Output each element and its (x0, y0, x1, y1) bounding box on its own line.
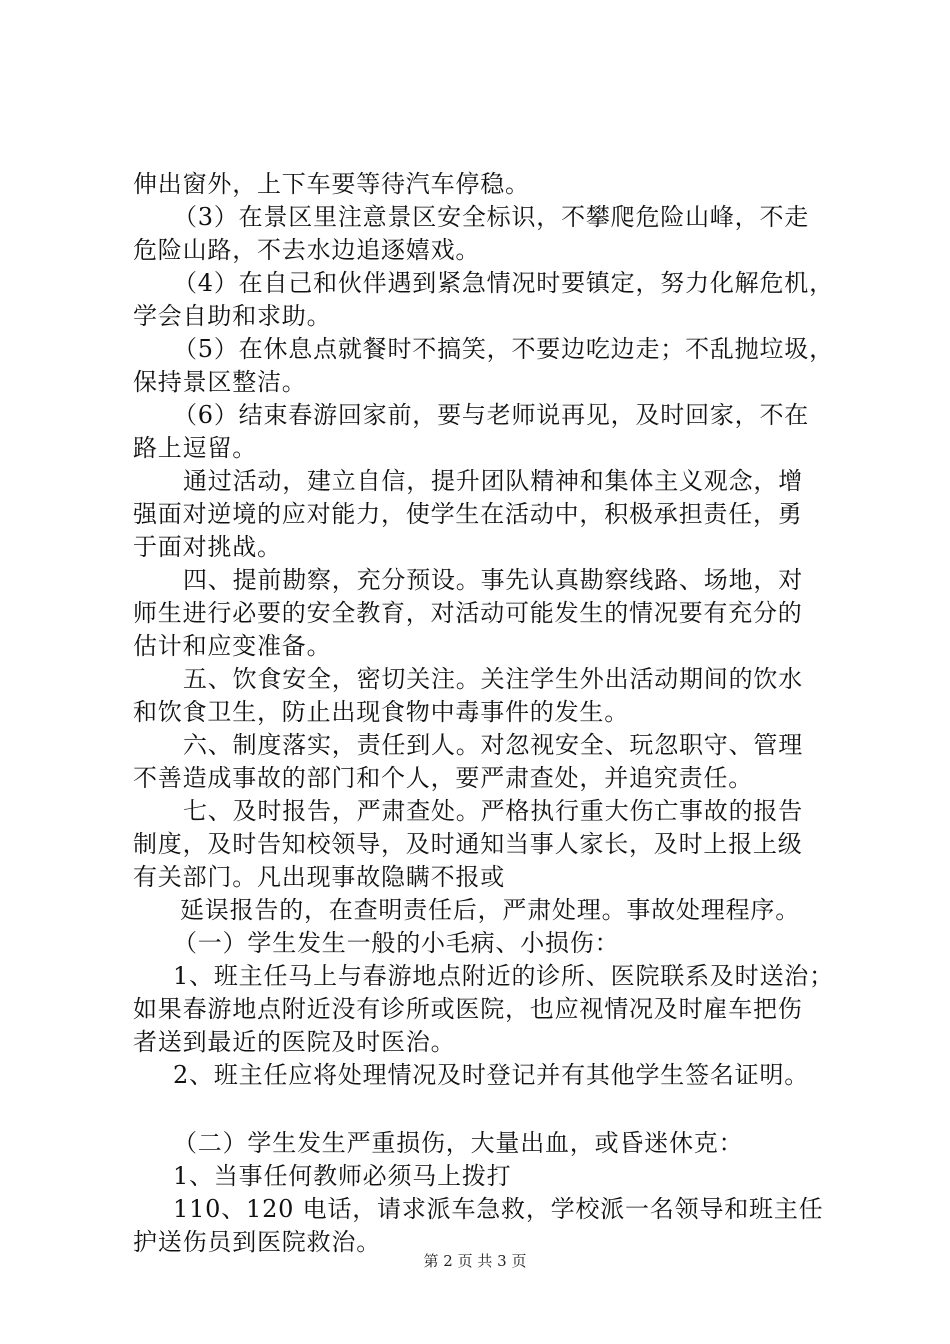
document-body (133, 168, 833, 1259)
text-line: 有关部门。凡出现事故隐瞒不报或 (133, 863, 505, 891)
text-line: 110、120 电话，请求派车急救，学校派一名领导和班主任 (173, 1195, 824, 1223)
text-line: （一）学生发生一般的小毛病、小损伤： (173, 929, 620, 957)
text-line: 和饮食卫生，防止出现食物中毒事件的发生。 (133, 698, 629, 726)
text-line: 四、提前勘察，充分预设。事先认真勘察线路、场地，对 (183, 566, 803, 594)
text-line: 者送到最近的医院及时医治。 (133, 1028, 456, 1056)
text-line: 路上逗留。 (133, 434, 257, 462)
text-line: （二）学生发生严重损伤，大量出血，或昏迷休克： (173, 1129, 744, 1157)
text-line: 护送伤员到医院救治。 (133, 1228, 381, 1256)
text-line: 师生进行必要的安全教育，对活动可能发生的情况要有充分的 (133, 599, 803, 627)
text-line: 1、当事任何教师必须马上拨打 (173, 1162, 512, 1190)
text-line: 通过活动，建立自信，提升团队精神和集体主义观念，增 (183, 467, 803, 495)
text-line: （4）在自己和伙伴遇到紧急情况时要镇定，努力化解危机， (173, 269, 834, 297)
text-line: 制度，及时告知校领导，及时通知当事人家长，及时上报上级 (133, 830, 803, 858)
text-line: 于面对挑战。 (133, 533, 282, 561)
paragraph-gap (133, 1092, 833, 1127)
text-line: （6）结束春游回家前，要与老师说再见，及时回家，不在 (173, 401, 810, 429)
text-line: （5）在休息点就餐时不搞笑，不要边吃边走；不乱抛垃圾， (173, 335, 834, 363)
text-line: 危险山路，不去水边追逐嬉戏。 (133, 236, 481, 264)
text-line: 不善造成事故的部门和个人，要严肃查处，并追究责任。 (133, 764, 753, 792)
text-line: 保持景区整洁。 (133, 368, 307, 396)
text-line: 学会自助和求助。 (133, 302, 332, 330)
text-line: 伸出窗外，上下车要等待汽车停稳。 (133, 170, 530, 198)
text-line: 六、制度落实，责任到人。对忽视安全、玩忽职守、管理 (183, 731, 803, 759)
text-line: 如果春游地点附近没有诊所或医院，也应视情况及时雇车把伤 (133, 995, 803, 1023)
page-number: 第 2 页 共 3 页 (423, 1252, 527, 1270)
text-line: 2、班主任应将处理情况及时登记并有其他学生签名证明。 (173, 1061, 810, 1089)
text-line: 七、及时报告，严肃查处。严格执行重大伤亡事故的报告 (183, 797, 803, 825)
text-line: 五、饮食安全，密切关注。关注学生外出活动期间的饮水 (183, 665, 803, 693)
text-line: 强面对逆境的应对能力，使学生在活动中，积极承担责任，勇 (133, 500, 803, 528)
text-line: （3）在景区里注意景区安全标识，不攀爬危险山峰，不走 (173, 203, 810, 231)
text-line: 估计和应变准备。 (133, 632, 332, 660)
text-line: 1、班主任马上与春游地点附近的诊所、医院联系及时送治； (173, 962, 834, 990)
text-line: 延误报告的，在查明责任后，严肃处理。事故处理程序。 (180, 896, 800, 924)
